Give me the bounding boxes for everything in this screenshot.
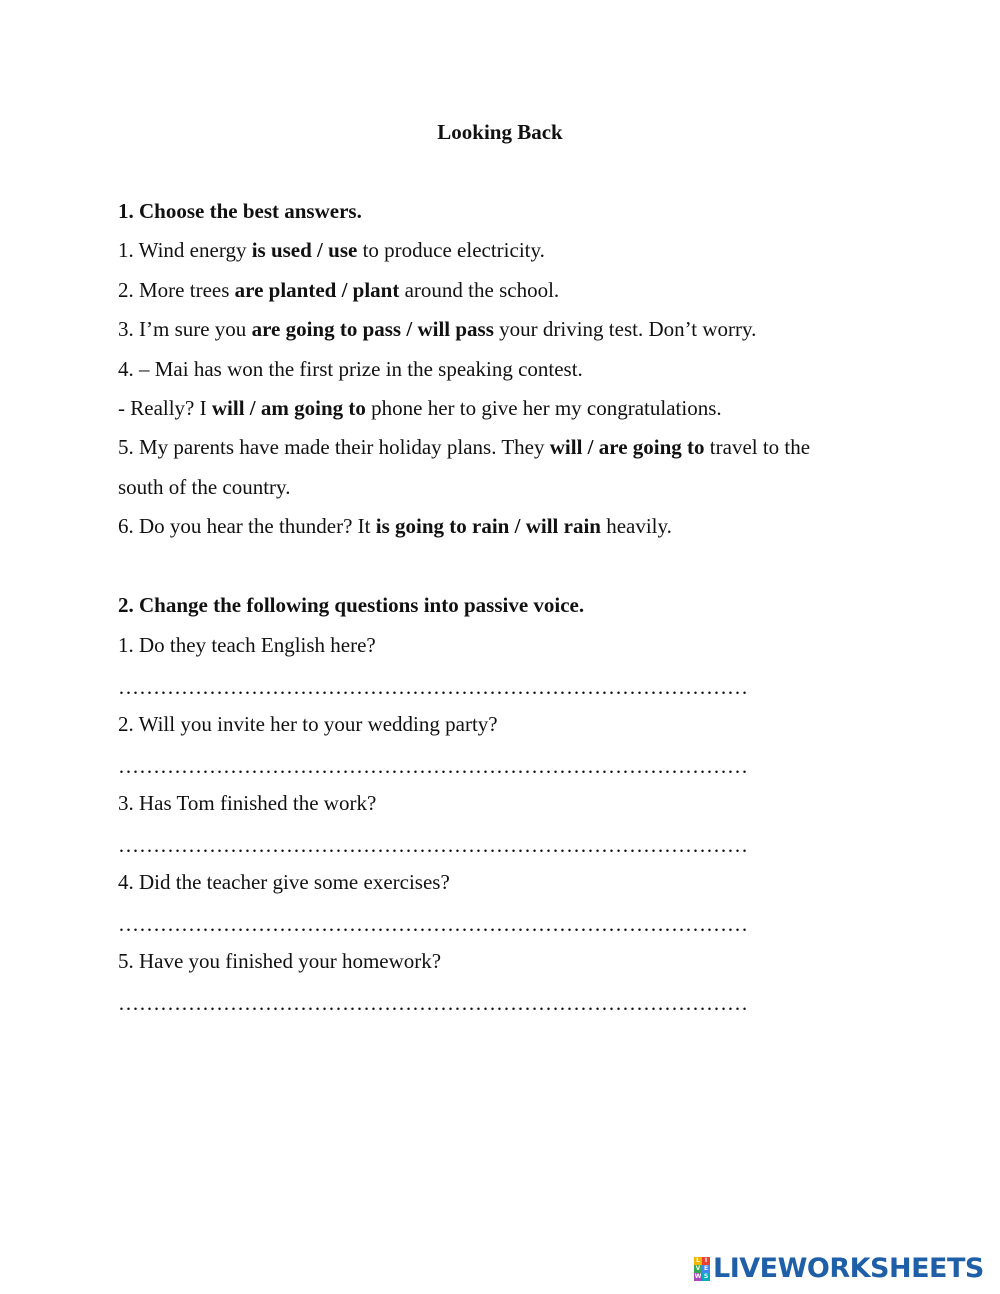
logo-mark-cell: S xyxy=(703,1273,709,1280)
worksheet-title: Looking Back xyxy=(437,120,563,144)
logo-mark-cell: I xyxy=(702,1257,710,1265)
exercise-2-question-5: 5. Have you finished your homework? xyxy=(118,949,442,973)
item-text-before: 1. Wind energy xyxy=(118,238,252,262)
item-text-after: travel to the xyxy=(704,435,811,459)
answer-choice[interactable]: will / am going to xyxy=(211,396,366,420)
item-text-after: around the school. xyxy=(399,278,560,302)
exercise-1-item-2 xyxy=(118,276,559,304)
answer-line-1[interactable]: ……………………………………………………………………………… xyxy=(118,675,748,699)
exercise-1-item-3 xyxy=(118,315,756,343)
exercise-2-heading: 2. Change the following questions into passive voice. xyxy=(118,593,585,617)
item-text-after: heavily. xyxy=(600,514,672,538)
answer-choice[interactable]: is going to rain / will rain xyxy=(375,514,601,538)
logo-mark-cell: L xyxy=(694,1257,702,1265)
answer-line-4[interactable]: ……………………………………………………………………………… xyxy=(118,912,748,936)
exercise-1-item-1 xyxy=(118,236,545,264)
logo-mark-cell: W xyxy=(694,1273,702,1280)
item-text-before: - Really? I xyxy=(118,396,212,420)
item-text-after: your driving test. Don’t worry. xyxy=(493,317,757,341)
exercise-1-item-5 xyxy=(118,433,810,461)
item-text-before: 2. More trees xyxy=(118,278,235,302)
exercise-2-question-4: 4. Did the teacher give some exercises? xyxy=(118,870,450,894)
item-text-before: 5. My parents have made their holiday plans. They xyxy=(118,435,550,459)
exercise-2-question-2: 2. Will you invite her to your wedding party? xyxy=(118,712,498,736)
exercise-2-question-1: 1. Do they teach English here? xyxy=(118,633,376,657)
exercise-2-question-3: 3. Has Tom finished the work? xyxy=(118,791,377,815)
item-text-before: 6. Do you hear the thunder? It xyxy=(118,514,376,538)
answer-choice[interactable]: is used / use xyxy=(251,238,358,262)
answer-choice[interactable]: will / are going to xyxy=(549,435,705,459)
item-text-before: 4. – Mai has won the first prize in the speaking contest. xyxy=(118,357,583,381)
answer-line-5[interactable]: ……………………………………………………………………………… xyxy=(118,991,748,1015)
logo-mark-cell: V xyxy=(695,1265,701,1272)
answer-line-3[interactable]: ……………………………………………………………………………… xyxy=(118,833,748,857)
exercise-1-item-4-reply xyxy=(118,394,722,422)
exercise-1-item-6 xyxy=(118,512,672,540)
answer-line-2[interactable]: ……………………………………………………………………………… xyxy=(118,754,748,778)
logo-mark-cell: E xyxy=(703,1265,709,1272)
exercise-1-item-5-continued xyxy=(118,473,290,501)
item-text-before: south of the country. xyxy=(118,475,291,499)
liveworksheets-logo-icon xyxy=(694,1257,710,1281)
answer-choice[interactable]: are planted / plant xyxy=(234,278,400,302)
item-text-before: 3. I’m sure you xyxy=(118,317,252,341)
exercise-1-item-4 xyxy=(118,355,583,383)
answer-choice[interactable]: are going to pass / will pass xyxy=(251,317,494,341)
liveworksheets-logo xyxy=(694,1254,984,1284)
liveworksheets-wordmark: LIVEWORKSHEETS xyxy=(713,1253,984,1284)
item-text-after: to produce electricity. xyxy=(357,238,545,262)
item-text-after: phone her to give her my congratulations. xyxy=(365,396,722,420)
exercise-1-heading: 1. Choose the best answers. xyxy=(118,199,362,223)
